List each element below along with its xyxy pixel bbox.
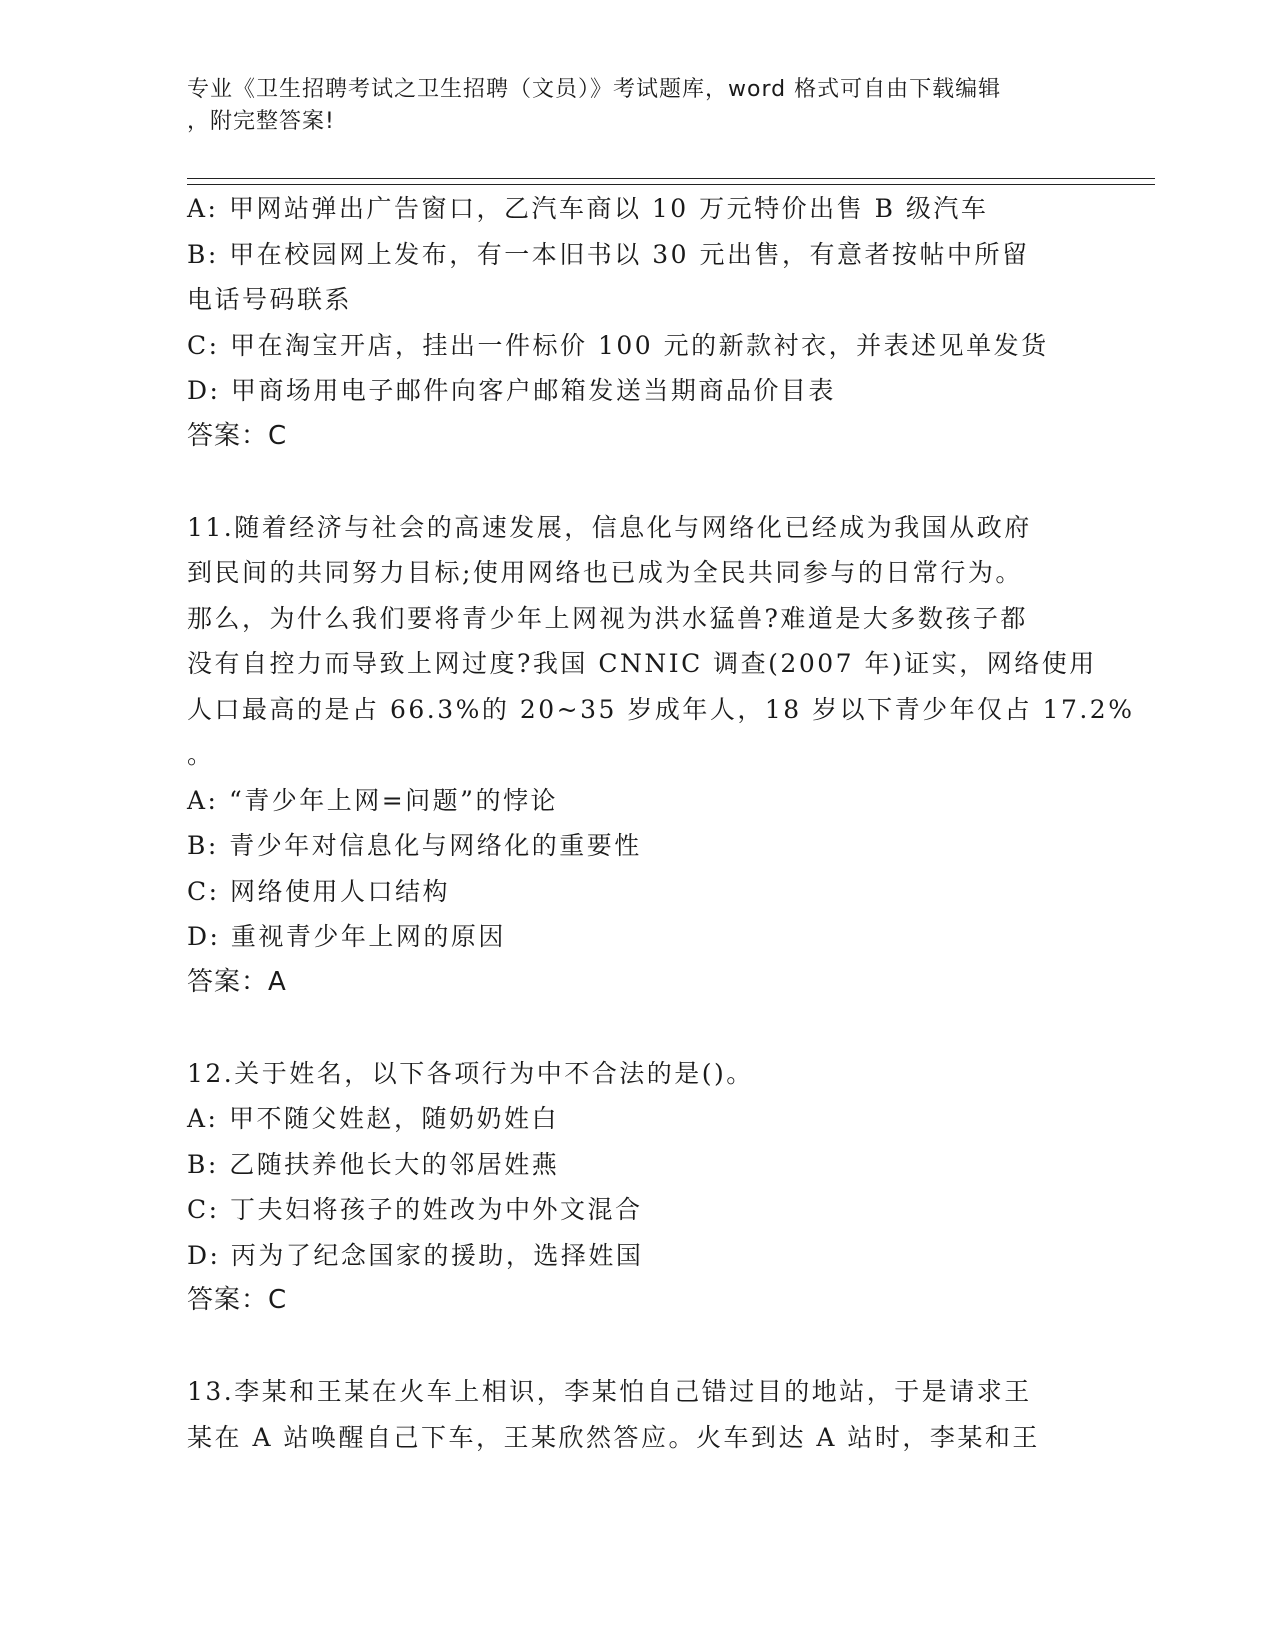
q11-option-b	[187, 823, 1087, 869]
q10-option-c	[187, 323, 1087, 369]
option-label: C:	[187, 876, 220, 906]
option-text: 青少年对信息化与网络化的重要性	[229, 831, 642, 860]
option-label: D:	[187, 1240, 221, 1270]
q10-answer: 答案：C	[187, 420, 288, 451]
q12-answer: 答案：C	[187, 1285, 288, 1315]
option-text: 丁夫妇将孩子的姓改为中外文混合	[230, 1195, 643, 1224]
q11-stem-line-6: 。	[187, 740, 215, 769]
option-label: A:	[187, 785, 219, 815]
option-label: D:	[187, 376, 221, 405]
q11-answer: 答案：A	[187, 966, 287, 997]
option-label: A:	[187, 194, 219, 223]
option-text: 丙为了纪念国家的援助，选择姓国	[230, 1240, 644, 1270]
header-line-2: ，附完整答案!	[187, 109, 335, 134]
q12-stem: 12.关于姓名，以下各项行为中不合法的是()。	[187, 1058, 754, 1088]
q11-stem-line-4: 没有自控力而导致上网过度?我国 CNNIC 调查(2007 年)证实，网络使用	[187, 649, 1097, 678]
document-body	[187, 186, 1135, 1460]
spacer	[187, 459, 1087, 505]
option-label: D:	[187, 922, 221, 951]
q11-stem-line-5: 人口最高的是占 66.3%的 20~35 岁成年人，18 岁以下青少年仅占 17.2%	[187, 694, 1135, 724]
q11-stem-line-2: 到民间的共同努力目标;使用网络也已成为全民共同参与的日常行为。	[187, 558, 1023, 587]
header-line-1: 专业《卫生招聘考试之卫生招聘（文员）》考试题库，word 格式可自由下载编辑	[187, 77, 1002, 102]
option-label: B:	[187, 1149, 219, 1179]
option-text: 重视青少年上网的原因	[230, 922, 506, 951]
q10-option-b	[187, 232, 1087, 278]
option-text: 网络使用人口结构	[230, 876, 451, 906]
q10-option-d	[187, 368, 1087, 414]
q13-stem-line-1: 13.李某和王某在火车上相识，李某怕自己错过目的地站，于是请求王	[187, 1377, 1032, 1406]
option-label: B:	[187, 831, 219, 860]
q12-option-b	[187, 1142, 1087, 1188]
header-rule-bottom	[187, 184, 1155, 185]
option-text: 甲在校园网上发布，有一本旧书以 30 元出售，有意者按帖中所留	[229, 239, 1030, 269]
option-label: B:	[187, 239, 219, 269]
q10-option-a	[187, 186, 1087, 232]
q11-stem-line-3: 那么，为什么我们要将青少年上网视为洪水猛兽?难道是大多数孩子都	[187, 603, 1028, 633]
q11-stem-line-1: 11.随着经济与社会的高速发展，信息化与网络化已经成为我国从政府	[187, 512, 1032, 542]
header-rule-top	[187, 178, 1155, 179]
q13-stem-line-2: 某在 A 站唤醒自己下车，王某欣然答应。火车到达 A 站时，李某和王	[187, 1422, 1040, 1452]
spacer	[187, 1324, 1087, 1370]
q10-option-b-continued: 电话号码联系	[187, 285, 353, 314]
option-label: C:	[187, 330, 220, 360]
option-text: 甲商场用电子邮件向客户邮箱发送当期商品价目表	[230, 376, 836, 405]
q11-option-a	[187, 778, 1087, 824]
option-text: 甲不随父姓赵，随奶奶姓白	[228, 1104, 559, 1133]
document-header	[187, 74, 1067, 138]
option-text: 甲在淘宝开店，挂出一件标价 100 元的新款衬衣，并表述见单发货	[230, 330, 1049, 360]
option-text: 乙随扶养他长大的邻居姓燕	[229, 1149, 560, 1179]
q12-option-a	[187, 1096, 1087, 1142]
q11-option-d	[187, 914, 1087, 960]
q11-option-c	[187, 869, 1087, 915]
q12-option-d	[187, 1233, 1087, 1279]
option-label: A:	[187, 1104, 219, 1133]
option-text: 甲网站弹出广告窗口，乙汽车商以 10 万元特价出售 B 级汽车	[228, 194, 989, 223]
spacer	[187, 1005, 1087, 1051]
q12-option-c	[187, 1187, 1087, 1233]
option-label: C:	[187, 1195, 220, 1224]
option-text: “青少年上网=问题”的悖论	[228, 785, 558, 815]
